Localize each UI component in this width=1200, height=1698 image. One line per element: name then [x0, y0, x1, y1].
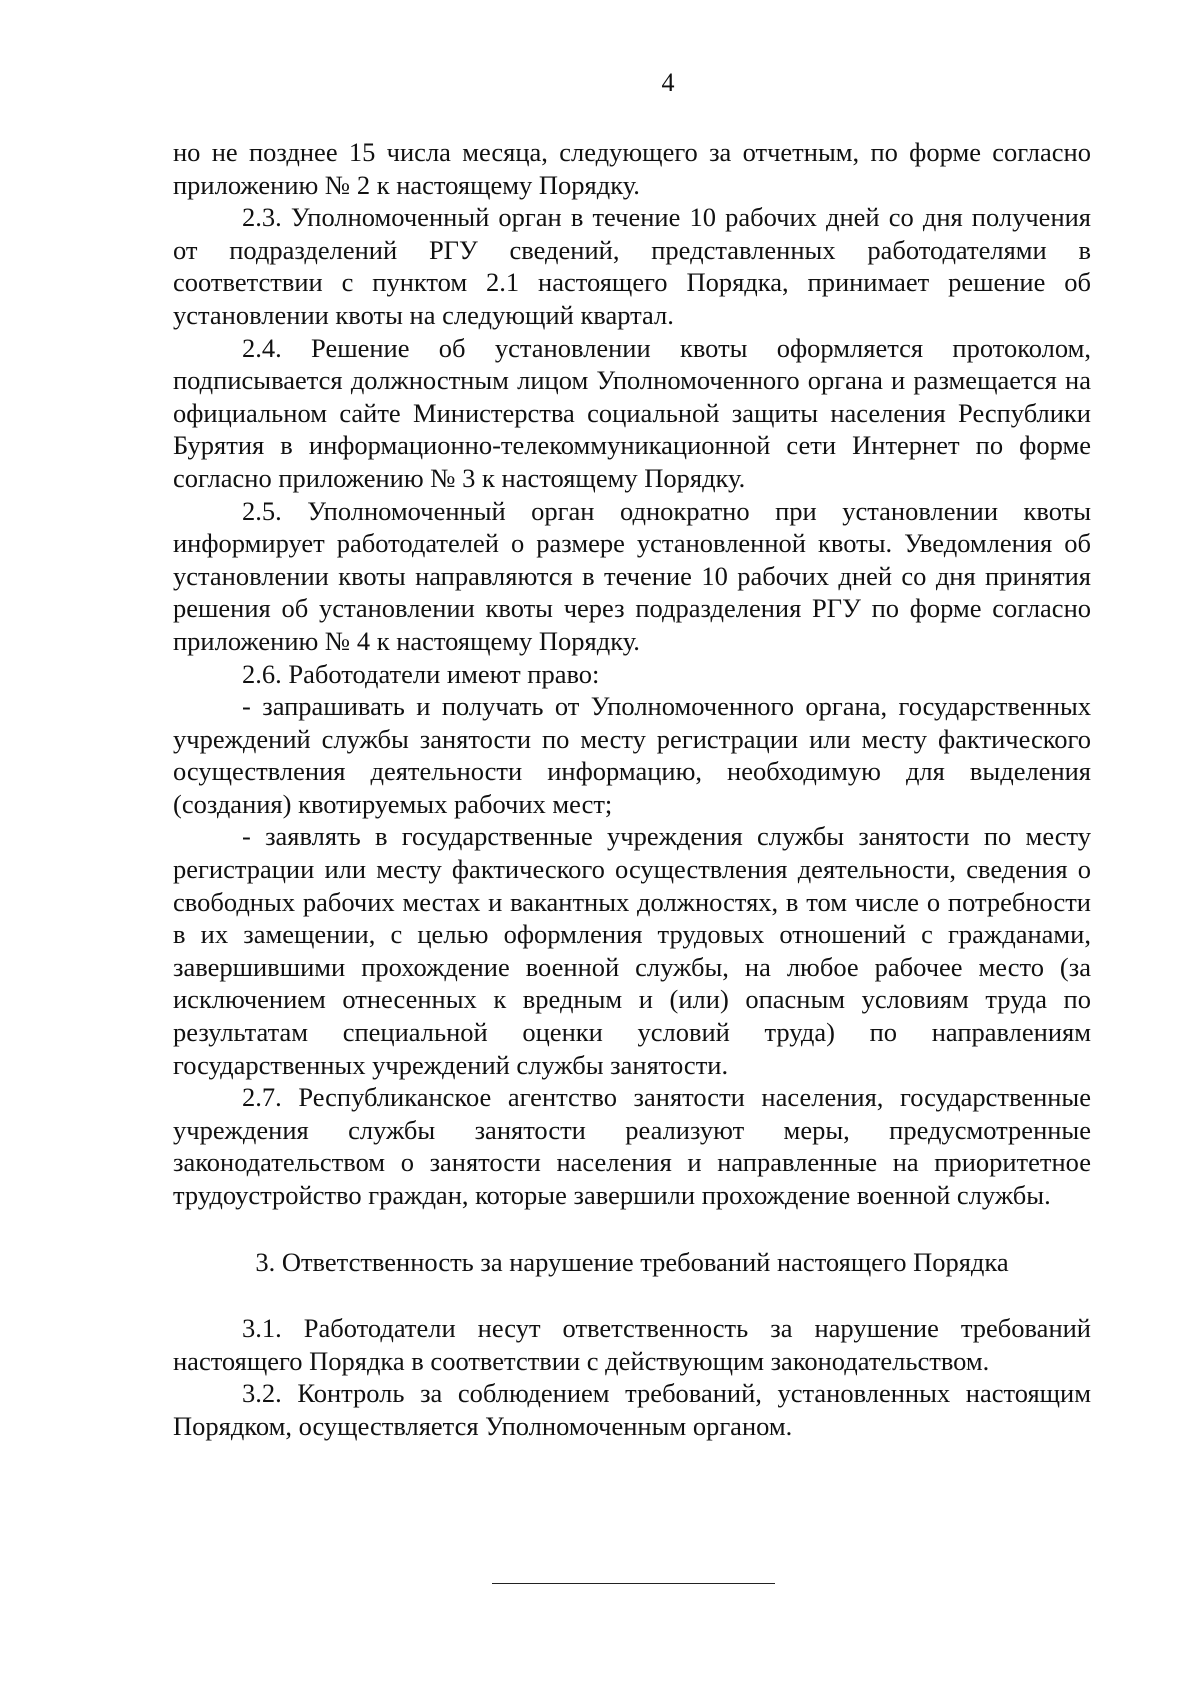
- paragraph-2-3: 2.3. Уполномоченный орган в течение 10 рабочих дней со дня получения от подразделений РГУ сведений, представленных работодателями в соответствии с пунктом 2.1 настоящего Порядка, принимает решение об установлении квоты на следующий квартал.: [173, 202, 1091, 330]
- paragraph-3-1: 3.1. Работодатели несут ответственность за нарушение требований настоящего Порядка в соответствии с действующим законодательством.: [173, 1313, 1091, 1376]
- paragraph-3-2: 3.2. Контроль за соблюдением требований, установленных настоящим Порядком, осуществляется Уполномоченным органом.: [173, 1378, 1091, 1441]
- paragraph-2-4: 2.4. Решение об установлении квоты оформляется протоколом, подписывается должностным лицом Уполномоченного органа и размещается на официальном сайте Министерства социальной защиты населения Республики Бурятия в информационно-телекоммуникационной сети Интернет по форме согласно приложению № 3 к настоящему Порядку.: [173, 332, 1091, 493]
- paragraph-continuation: но не позднее 15 числа месяца, следующего за отчетным, по форме согласно приложению № 2 к настоящему Порядку.: [173, 137, 1091, 200]
- list-item-declare-vacancies: - заявлять в государственные учреждения службы занятости по месту регистрации или месту фактического осуществления деятельности, сведения о свободных рабочих местах и вакантных должностях, в том числе о потребности в их замещении, с целью оформления трудовых отношений с гражданами, завершившими прохождение военной службы, на любое рабочее место (за исключением отнесенных к вредным и (или) опасным условиям труда по результатам специальной оценки условий труда) по направлениям государственных учреждений службы занятости.: [173, 821, 1091, 1080]
- document-body: [173, 136, 1091, 1443]
- list-item-request-info: - запрашивать и получать от Уполномоченного органа, государственных учреждений службы занятости по месту регистрации или месту фактического осуществления деятельности информацию, необходимую для выделения (создания) квотируемых рабочих мест;: [173, 691, 1091, 819]
- section-heading: 3. Ответственность за нарушение требований настоящего Порядка: [255, 1246, 1009, 1277]
- paragraph-2-7: 2.7. Республиканское агентство занятости населения, государственные учреждения службы занятости реализуют меры, предусмотренные законодательством о занятости населения и направленные на приоритетное трудоустройство граждан, которые завершили прохождение военной службы.: [173, 1082, 1091, 1210]
- end-divider-line: [492, 1583, 775, 1584]
- paragraph-2-6: 2.6. Работодатели имеют право:: [242, 658, 600, 689]
- paragraph-2-5: 2.5. Уполномоченный орган однократно при установлении квоты информирует работодателей о размере установленной квоты. Уведомления об установлении квоты направляются в течение 10 рабочих дней со дня принятия решения об установлении квоты через подразделения РГУ по форме согласно приложению № 4 к настоящему Порядку.: [173, 495, 1091, 656]
- page-number: 4: [661, 68, 675, 97]
